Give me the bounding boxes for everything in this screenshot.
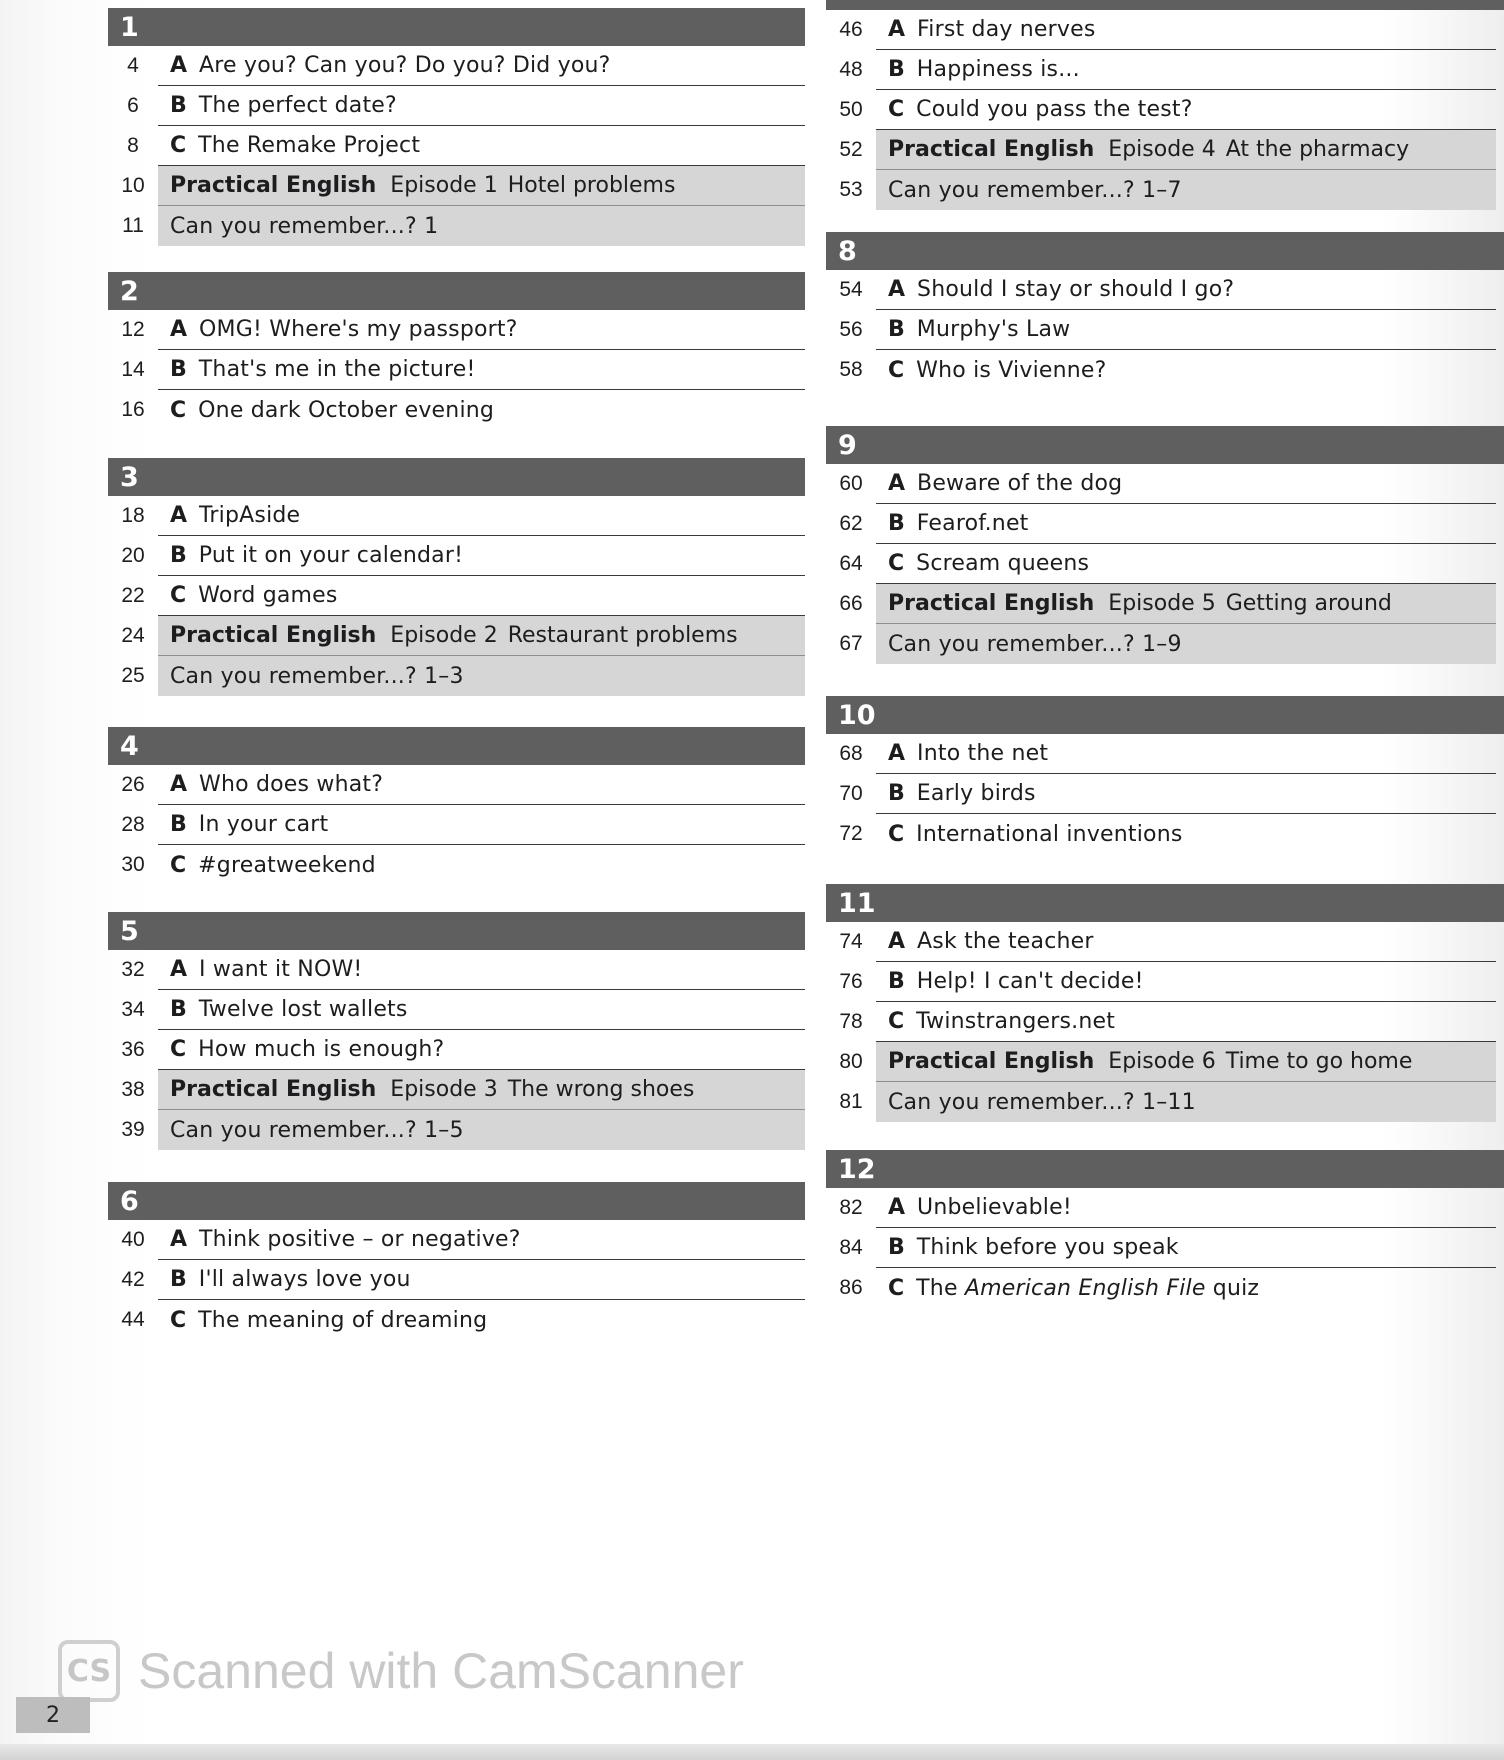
- lesson-title: International inventions: [916, 821, 1183, 847]
- lesson-letter: B: [888, 317, 905, 342]
- lesson-letter: B: [888, 57, 905, 82]
- lesson-letter: C: [888, 357, 905, 383]
- lesson-entry: [876, 962, 1496, 1002]
- lesson-letter: A: [888, 17, 906, 42]
- page-number-label: 12: [121, 318, 145, 341]
- lesson-entry: [876, 1228, 1496, 1268]
- lesson-entry: [158, 536, 805, 576]
- contents-row: [826, 10, 1496, 50]
- unit-block: [108, 458, 805, 696]
- lesson-entry: [158, 206, 805, 246]
- unit-block: [108, 912, 805, 1150]
- lesson-letter: C: [170, 1307, 187, 1333]
- page-number-label: 11: [122, 214, 144, 237]
- contents-row: [108, 496, 805, 536]
- contents-row: [108, 950, 805, 990]
- lesson-title: Could you pass the test?: [916, 97, 1193, 122]
- contents-row: [108, 616, 805, 656]
- lesson-title: The meaning of dreaming: [198, 1307, 488, 1333]
- lesson-entry: [158, 86, 805, 126]
- lesson-entry: [876, 50, 1496, 90]
- page-number-label: 50: [839, 98, 863, 121]
- episode-number: Episode 4: [1108, 137, 1216, 162]
- lesson-title: Help! I can't decide!: [916, 969, 1144, 994]
- episode-number: Episode 5: [1108, 591, 1216, 616]
- unit-number: 12: [838, 1153, 876, 1185]
- page-number-label: 52: [839, 138, 863, 161]
- page-number-label: 22: [121, 584, 145, 607]
- lesson-entry: [876, 350, 1496, 390]
- contents-row: [826, 504, 1496, 544]
- lesson-letter: A: [888, 471, 906, 496]
- unit-number: 9: [838, 429, 857, 461]
- contents-row: [826, 584, 1496, 624]
- practical-english-label: Practical English: [170, 173, 377, 198]
- unit-header-bar: [108, 8, 805, 46]
- contents-row: [108, 1030, 805, 1070]
- lesson-letter: C: [170, 852, 187, 878]
- episode-title: Time to go home: [1225, 1049, 1413, 1074]
- contents-row: [108, 46, 805, 86]
- lesson-entry: [876, 130, 1496, 170]
- lesson-entry: [876, 270, 1496, 310]
- lesson-letter: A: [170, 317, 188, 342]
- lesson-entry: [158, 310, 805, 350]
- contents-row: [826, 170, 1496, 210]
- page-number-label: 84: [839, 1236, 863, 1259]
- unit-block: [826, 696, 1496, 854]
- lesson-entry: [158, 1300, 805, 1340]
- contents-row: [826, 90, 1496, 130]
- unit-block: [826, 232, 1496, 390]
- contents-row: [826, 1228, 1496, 1268]
- lesson-entry: [158, 496, 805, 536]
- page-number-label: 14: [121, 358, 145, 381]
- lesson-title: The perfect date?: [198, 93, 397, 118]
- unit-number: 4: [120, 730, 139, 762]
- lesson-entry: [876, 310, 1496, 350]
- review-title: Can you remember...? 1–9: [888, 631, 1182, 657]
- lesson-title: In your cart: [198, 812, 329, 837]
- unit-number: 11: [838, 887, 876, 919]
- contents-row: [108, 536, 805, 576]
- unit-number: 1: [120, 11, 139, 43]
- lesson-entry: [158, 656, 805, 696]
- contents-row: [108, 390, 805, 430]
- contents-row: [826, 544, 1496, 584]
- lesson-title: Who does what?: [199, 772, 384, 797]
- lesson-title: I want it NOW!: [199, 957, 363, 982]
- contents-row: [108, 1070, 805, 1110]
- lesson-entry: [876, 464, 1496, 504]
- unit-number: 5: [120, 915, 139, 947]
- lesson-letter: C: [888, 551, 905, 576]
- contents-row: [826, 50, 1496, 90]
- page-number-label: 66: [839, 592, 863, 615]
- unit-header-bar: [826, 232, 1504, 270]
- lesson-title: Murphy's Law: [916, 317, 1071, 342]
- lesson-entry: [158, 990, 805, 1030]
- page-number-label: 53: [839, 178, 863, 201]
- page-number-label: 72: [839, 822, 863, 845]
- page-number-label: 82: [839, 1196, 863, 1219]
- lesson-title: Ask the teacher: [917, 929, 1094, 954]
- camscanner-logo-icon: CS: [58, 1640, 120, 1702]
- page-number-label: 48: [839, 58, 863, 81]
- page-number-label: 81: [839, 1090, 863, 1113]
- page-number-label: 8: [127, 134, 139, 157]
- lesson-letter: C: [170, 133, 187, 158]
- lesson-title: Twinstrangers.net: [916, 1009, 1116, 1034]
- lesson-entry: [876, 1188, 1496, 1228]
- unit-block: [826, 426, 1496, 664]
- lesson-entry: [876, 170, 1496, 210]
- lesson-entry: [158, 350, 805, 390]
- unit-number: 3: [120, 461, 139, 493]
- unit-number: 2: [120, 275, 139, 307]
- contents-row: [108, 576, 805, 616]
- lesson-title-prefix: The: [916, 1275, 965, 1301]
- lesson-letter: B: [888, 511, 905, 536]
- lesson-entry: [876, 10, 1496, 50]
- contents-row: [108, 1110, 805, 1150]
- lesson-entry: [158, 166, 805, 206]
- unit-block: [826, 0, 1496, 210]
- unit-block: [826, 884, 1496, 1122]
- lesson-letter: B: [170, 543, 187, 568]
- contents-row: [108, 1220, 805, 1260]
- page-number-label: 54: [839, 278, 863, 301]
- page-number-label: 80: [839, 1050, 863, 1073]
- unit-header-bar: [108, 1182, 805, 1220]
- contents-row: [108, 656, 805, 696]
- camscanner-watermark: [58, 1640, 744, 1702]
- lesson-letter: C: [888, 97, 905, 122]
- review-title: Can you remember...? 1–5: [170, 1117, 464, 1143]
- episode-title: Restaurant problems: [507, 623, 738, 648]
- page-number-label: 28: [121, 813, 145, 836]
- lesson-entry: [876, 1082, 1496, 1122]
- practical-english-label: Practical English: [888, 1049, 1095, 1074]
- page-number-label: 67: [839, 632, 863, 655]
- contents-row: [108, 86, 805, 126]
- lesson-letter: A: [888, 741, 906, 766]
- unit-header-bar: [108, 272, 805, 310]
- page-number-label: 4: [127, 54, 139, 77]
- page-number-label: 44: [121, 1308, 145, 1331]
- contents-row: [826, 734, 1496, 774]
- episode-title: The wrong shoes: [507, 1077, 695, 1102]
- unit-header-bar: [826, 884, 1504, 922]
- lesson-letter: B: [170, 1267, 187, 1292]
- page-number-label: 62: [839, 512, 863, 535]
- page-number-label: 76: [839, 970, 863, 993]
- lesson-entry: [158, 1220, 805, 1260]
- lesson-title-suffix: quiz: [1205, 1275, 1260, 1301]
- lesson-title: OMG! Where's my passport?: [199, 317, 518, 342]
- contents-row: [826, 270, 1496, 310]
- lesson-entry: [876, 814, 1496, 854]
- lesson-entry: [876, 734, 1496, 774]
- lesson-title: #greatweekend: [198, 852, 376, 878]
- lesson-letter: B: [170, 812, 187, 837]
- lesson-letter: A: [170, 957, 188, 982]
- lesson-letter: B: [170, 997, 187, 1022]
- watermark-text: Scanned with CamScanner: [138, 1643, 744, 1699]
- lesson-entry: [158, 805, 805, 845]
- page-number-label: 86: [839, 1276, 863, 1299]
- lesson-title: Are you? Can you? Do you? Did you?: [199, 53, 611, 78]
- lesson-entry: [876, 774, 1496, 814]
- contents-row: [108, 1260, 805, 1300]
- lesson-title: Scream queens: [916, 551, 1090, 576]
- contents-row: [826, 1188, 1496, 1228]
- contents-row: [826, 774, 1496, 814]
- page-number-label: 30: [121, 853, 145, 876]
- lesson-letter: C: [170, 1037, 187, 1062]
- lesson-entry: [876, 1002, 1496, 1042]
- lesson-title: Happiness is...: [916, 57, 1080, 82]
- lesson-entry: [158, 1260, 805, 1300]
- page-number-label: 25: [121, 664, 145, 687]
- page-number-label: 24: [121, 624, 145, 647]
- page-number-label: 34: [121, 998, 145, 1021]
- unit-header-bar: [826, 0, 1504, 10]
- contents-row: [108, 166, 805, 206]
- lesson-title: Into the net: [917, 741, 1049, 766]
- lesson-letter: B: [170, 93, 187, 118]
- page-number-label: 20: [121, 544, 145, 567]
- contents-row: [108, 845, 805, 885]
- lesson-letter: A: [170, 503, 188, 528]
- contents-row: [826, 310, 1496, 350]
- review-title: Can you remember...? 1–3: [170, 663, 464, 689]
- page-number-label: 74: [839, 930, 863, 953]
- contents-row: [108, 805, 805, 845]
- episode-title: Getting around: [1225, 591, 1392, 616]
- lesson-title: I'll always love you: [198, 1267, 411, 1292]
- contents-row: [826, 962, 1496, 1002]
- lesson-letter: C: [888, 1009, 905, 1034]
- lesson-entry: [876, 90, 1496, 130]
- episode-number: Episode 2: [390, 623, 498, 648]
- review-title: Can you remember...? 1–7: [888, 177, 1182, 203]
- page-number-tab: [16, 1697, 90, 1733]
- contents-row: [826, 464, 1496, 504]
- review-title: Can you remember...? 1–11: [888, 1089, 1196, 1115]
- contents-row: [826, 624, 1496, 664]
- page-number-label: 32: [121, 958, 145, 981]
- lesson-entry: [158, 390, 805, 430]
- lesson-title: Fearof.net: [916, 511, 1029, 536]
- unit-header-bar: [108, 912, 805, 950]
- lesson-title: How much is enough?: [198, 1037, 445, 1062]
- contents-row: [826, 1042, 1496, 1082]
- contents-row: [108, 990, 805, 1030]
- page-number-label: 60: [839, 472, 863, 495]
- practical-english-label: Practical English: [170, 1077, 377, 1102]
- lesson-title: Beware of the dog: [917, 471, 1123, 496]
- lesson-title: TripAside: [199, 503, 301, 528]
- lesson-letter: A: [888, 929, 906, 954]
- lesson-letter: B: [888, 781, 905, 806]
- lesson-entry: [158, 845, 805, 885]
- lesson-entry: [876, 584, 1496, 624]
- page-number-label: 70: [839, 782, 863, 805]
- practical-english-label: Practical English: [888, 591, 1095, 616]
- contents-row: [108, 310, 805, 350]
- lesson-title: Twelve lost wallets: [198, 997, 408, 1022]
- page-number-label: 18: [121, 504, 145, 527]
- lesson-entry: [158, 616, 805, 656]
- lesson-title: Who is Vivienne?: [916, 357, 1107, 383]
- unit-header-bar: [826, 696, 1504, 734]
- lesson-entry: [158, 576, 805, 616]
- contents-row: [108, 206, 805, 246]
- contents-row: [108, 350, 805, 390]
- page-number-label: 46: [839, 18, 863, 41]
- lesson-letter: A: [170, 53, 188, 78]
- page-number-label: 36: [121, 1038, 145, 1061]
- page-number-label: 68: [839, 742, 863, 765]
- unit-block: [108, 8, 805, 246]
- contents-row: [108, 126, 805, 166]
- unit-block: [108, 727, 805, 885]
- lesson-letter: C: [170, 583, 187, 608]
- practical-english-label: Practical English: [888, 137, 1095, 162]
- page-bottom-edge: [0, 1744, 1504, 1760]
- page-number-label: 78: [839, 1010, 863, 1033]
- lesson-letter: B: [170, 357, 187, 382]
- unit-block: [108, 1182, 805, 1340]
- page-number-label: 26: [121, 773, 145, 796]
- lesson-letter: B: [888, 1235, 905, 1260]
- review-title: Can you remember...? 1: [170, 213, 439, 239]
- unit-number: 8: [838, 235, 857, 267]
- contents-row: [826, 922, 1496, 962]
- lesson-letter: C: [888, 1275, 905, 1301]
- unit-number: 6: [120, 1185, 139, 1217]
- lesson-title: [916, 1276, 1259, 1301]
- lesson-title: First day nerves: [917, 17, 1096, 42]
- contents-row: [108, 765, 805, 805]
- contents-row: [826, 130, 1496, 170]
- practical-english-label: Practical English: [170, 623, 377, 648]
- page-number-label: 64: [839, 552, 863, 575]
- lesson-title: Word games: [198, 583, 338, 608]
- lesson-letter: A: [170, 772, 188, 797]
- contents-row: [826, 814, 1496, 854]
- lesson-letter: C: [888, 821, 905, 847]
- lesson-title: One dark October evening: [198, 397, 495, 423]
- lesson-entry: [876, 504, 1496, 544]
- lesson-title: Unbelievable!: [917, 1195, 1072, 1220]
- lesson-entry: [158, 1070, 805, 1110]
- lesson-letter: B: [888, 969, 905, 994]
- lesson-title: The Remake Project: [198, 133, 421, 158]
- lesson-entry: [158, 950, 805, 990]
- contents-row: [826, 350, 1496, 390]
- episode-number: Episode 6: [1108, 1049, 1216, 1074]
- contents-row: [826, 1082, 1496, 1122]
- contents-row: [826, 1002, 1496, 1042]
- unit-header-bar: [826, 1150, 1504, 1188]
- lesson-title: Early birds: [916, 781, 1036, 806]
- contents-row: [108, 1300, 805, 1340]
- lesson-entry: [158, 1030, 805, 1070]
- page-number-label: 58: [839, 358, 863, 381]
- episode-number: Episode 3: [390, 1077, 498, 1102]
- page-number: 2: [46, 1702, 60, 1728]
- episode-title: At the pharmacy: [1225, 137, 1410, 162]
- lesson-entry: [876, 544, 1496, 584]
- lesson-entry: [876, 1042, 1496, 1082]
- lesson-letter: A: [170, 1227, 188, 1252]
- lesson-title: Think positive – or negative?: [199, 1227, 521, 1252]
- unit-block: [826, 1150, 1496, 1308]
- lesson-title-italic: American English File: [964, 1275, 1206, 1301]
- unit-header-bar: [108, 458, 805, 496]
- page-number-label: 40: [121, 1228, 145, 1251]
- lesson-entry: [158, 765, 805, 805]
- lesson-entry: [876, 1268, 1496, 1308]
- page-number-label: 16: [121, 398, 145, 421]
- lesson-title: Put it on your calendar!: [198, 543, 464, 568]
- episode-title: Hotel problems: [507, 173, 676, 198]
- lesson-entry: [158, 126, 805, 166]
- lesson-letter: A: [888, 1195, 906, 1220]
- episode-number: Episode 1: [390, 173, 498, 198]
- page-number-label: 42: [121, 1268, 145, 1291]
- page-number-label: 38: [121, 1078, 145, 1101]
- unit-header-bar: [108, 727, 805, 765]
- contents-row: [826, 1268, 1496, 1308]
- lesson-title: Think before you speak: [916, 1235, 1179, 1260]
- unit-header-bar: [826, 426, 1504, 464]
- lesson-letter: C: [170, 397, 187, 423]
- lesson-letter: A: [888, 277, 906, 302]
- lesson-entry: [876, 624, 1496, 664]
- page-number-label: 56: [839, 318, 863, 341]
- lesson-title: That's me in the picture!: [198, 357, 476, 382]
- lesson-entry: [158, 46, 805, 86]
- page-number-label: 39: [121, 1118, 145, 1141]
- unit-block: [108, 272, 805, 430]
- unit-number: 10: [838, 699, 876, 731]
- page-number-label: 6: [127, 94, 139, 117]
- lesson-entry: [876, 922, 1496, 962]
- page-number-label: 10: [121, 174, 145, 197]
- lesson-entry: [158, 1110, 805, 1150]
- lesson-title: Should I stay or should I go?: [917, 277, 1235, 302]
